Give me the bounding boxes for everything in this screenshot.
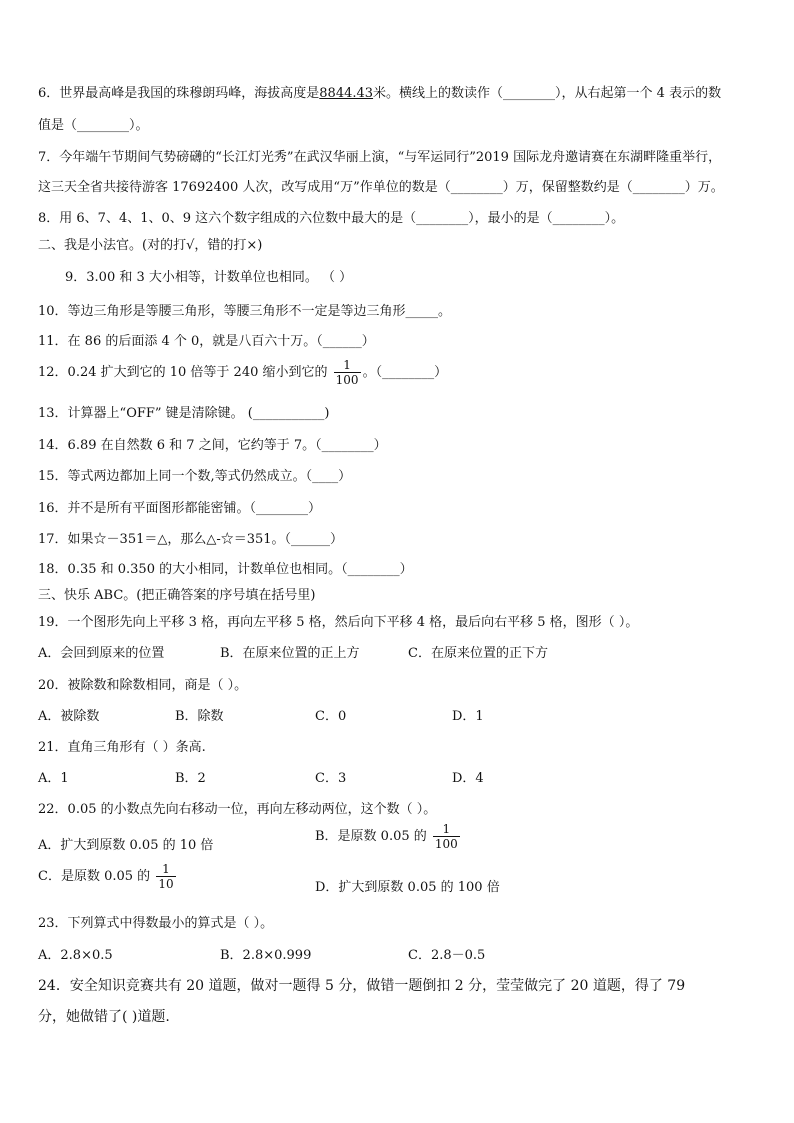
question-24-line1: 24．安全知识竞赛共有 20 道题，做对一题得 5 分，做错一题倒扣 2 分，莹莹做完了 20 道题，得了 79 [38, 978, 686, 994]
q22-option-b-fraction [433, 822, 460, 851]
q22-option-b [315, 822, 462, 851]
question-14: 14．6.89 在自然数 6 和 7 之间，它约等于 7。（________） [38, 438, 387, 453]
q6-text-pre: 6．世界最高峰是我国的珠穆朗玛峰，海拔高度是 [38, 86, 320, 101]
q22-option-c [38, 862, 178, 891]
question-16: 16．并不是所有平面图形都能密铺。（________） [38, 501, 322, 516]
q6-text-post: 米。横线上的数读作（________），从右起第一个 4 表示的数 [373, 86, 722, 101]
question-19: 19．一个图形先向上平移 3 格，再向左平移 5 格，然后向下平移 4 格，最后向右平移 5 格，图形（ ）。 [38, 615, 639, 630]
q22-option-c-text: C．是原数 0.05 的 [38, 869, 151, 884]
q22-option-a: A．扩大到原数 0.05 的 10 倍 [38, 838, 214, 853]
q22-option-c-fraction [156, 862, 175, 891]
q20-option-b: B．除数 [175, 709, 224, 724]
q20-option-c: C．0 [315, 709, 347, 724]
q12-fraction [334, 358, 361, 387]
q12-fraction-numerator: 1 [334, 358, 361, 373]
question-24-line2: 分，她做错了( )道题. [38, 1009, 170, 1025]
q20-option-a: A．被除数 [38, 709, 100, 724]
q12-text-pre: 12．0.24 扩大到它的 10 倍等于 240 缩小到它的 [38, 365, 328, 380]
question-9: 9．3.00 和 3 大小相等，计数单位也相同。 （ ） [65, 270, 353, 285]
q22-option-d: D．扩大到原数 0.05 的 100 倍 [315, 880, 500, 895]
question-22: 22．0.05 的小数点先向右移动一位，再向左移动两位，这个数（ ）。 [38, 802, 437, 817]
section-3-heading: 三、快乐 ABC。(把正确答案的序号填在括号里) [38, 588, 316, 603]
question-12 [38, 358, 447, 387]
q20-option-d: D．1 [452, 709, 484, 724]
q22-b-numerator: 1 [433, 822, 460, 837]
q12-fraction-denominator: 100 [335, 373, 359, 387]
q19-option-b: B．在原来位置的正上方 [220, 646, 360, 661]
question-15: 15．等式两边都加上同一个数,等式仍然成立。（____） [38, 469, 352, 484]
q19-option-c: C．在原来位置的正下方 [408, 646, 548, 661]
q23-option-c: C．2.8－0.5 [408, 948, 486, 963]
question-18: 18．0.35 和 0.350 的大小相同，计数单位也相同。（________） [38, 562, 413, 577]
question-7-line2: 这三天全省共接待游客 17692400 人次，改写成用“万”作单位的数是（________）万，保留整数约是（________）万。 [38, 180, 724, 195]
q19-option-a: A．会回到原来的位置 [38, 646, 165, 661]
question-23: 23．下列算式中得数最小的算式是（ ）。 [38, 916, 274, 931]
question-10: 10．等边三角形是等腰三角形，等腰三角形不一定是等边三角形_____。 [38, 304, 452, 319]
q22-c-numerator: 1 [156, 862, 175, 877]
question-6-line2: 值是（________）。 [38, 118, 149, 133]
question-13: 13．计算器上“OFF” 键是清除键。 (___________) [38, 406, 330, 421]
q6-underlined-number: 8844.43 [319, 86, 374, 101]
q21-option-a: A．1 [38, 771, 69, 786]
q21-option-d: D．4 [452, 771, 484, 786]
q12-text-post: 。（________） [362, 365, 448, 380]
q22-c-denominator: 10 [158, 877, 174, 891]
question-7-line1: 7．今年端午节期间气势磅礴的“长江灯光秀”在武汉华丽上演，“与军运同行”2019 国际龙舟邀请赛在东湖畔隆重举行， [38, 150, 722, 165]
question-20: 20．被除数和除数相同，商是（ ）。 [38, 678, 248, 693]
section-2-heading: 二、我是小法官。(对的打√，错的打×) [38, 238, 263, 253]
q21-option-b: B．2 [175, 771, 206, 786]
question-11: 11．在 86 的后面添 4 个 0，就是八百六十万。（______） [38, 334, 375, 349]
q22-option-b-text: B．是原数 0.05 的 [315, 829, 427, 844]
q21-option-c: C．3 [315, 771, 347, 786]
q23-option-a: A．2.8×0.5 [38, 948, 113, 963]
question-6-line1 [38, 82, 721, 101]
question-21: 21．直角三角形有（ ）条高. [38, 740, 206, 755]
q22-b-denominator: 100 [434, 837, 458, 851]
q23-option-b: B．2.8×0.999 [220, 948, 312, 963]
question-8: 8．用 6、7、4、1、0、9 这六个数字组成的六位数中最大的是（________），最小的是（________）。 [38, 211, 625, 226]
question-17: 17．如果☆－351＝△，那么△-☆＝351。（______） [38, 532, 344, 547]
